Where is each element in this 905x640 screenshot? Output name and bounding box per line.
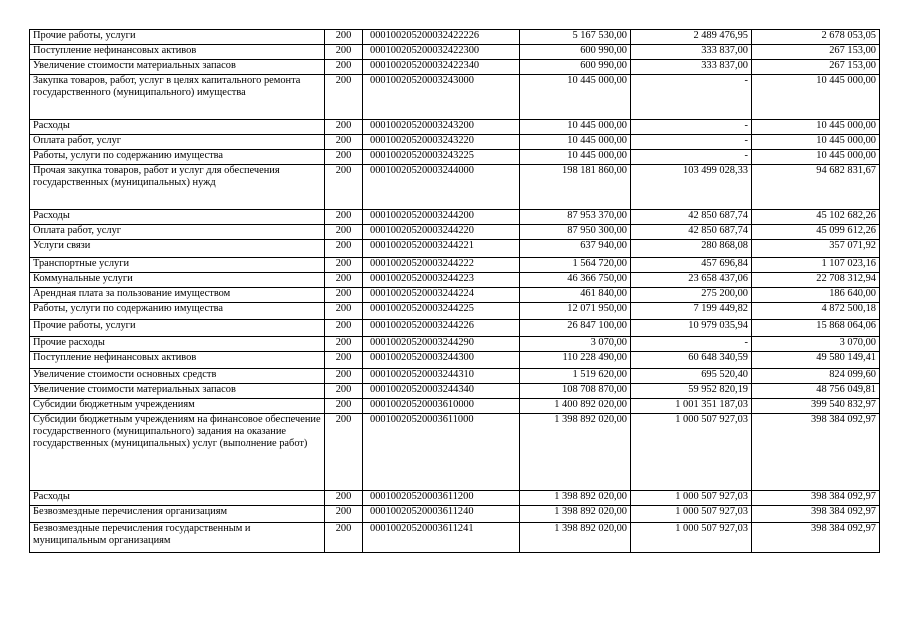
cell-kbk: 00010020520003611241 (363, 523, 520, 553)
cell-unexecuted: 10 445 000,00 (752, 150, 880, 165)
cell-kbk: 00010020520003244223 (363, 273, 520, 288)
cell-unexecuted: 267 153,00 (752, 45, 880, 60)
cell-unexecuted: 48 756 049,81 (752, 384, 880, 399)
cell-kbk: 00010020520003244226 (363, 320, 520, 337)
cell-approved: 10 445 000,00 (520, 75, 631, 120)
cell-name: Безвозмездные перечисления государственным и муниципальным организациям (30, 523, 325, 553)
table-row (30, 491, 880, 506)
cell-executed: 333 837,00 (631, 60, 752, 75)
cell-executed: 42 850 687,74 (631, 225, 752, 240)
cell-executed: 695 520,40 (631, 369, 752, 384)
cell-unexecuted: 399 540 832,97 (752, 399, 880, 414)
table-row (30, 225, 880, 240)
cell-name: Работы, услуги по содержанию имущества (30, 303, 325, 320)
cell-unexecuted: 10 445 000,00 (752, 120, 880, 135)
cell-approved: 26 847 100,00 (520, 320, 631, 337)
table-row (30, 45, 880, 60)
cell-executed: 280 868,08 (631, 240, 752, 258)
cell-unexecuted: 2 678 053,05 (752, 30, 880, 45)
table-row (30, 150, 880, 165)
table-row (30, 30, 880, 45)
cell-name: Транспортные услуги (30, 258, 325, 273)
table-row (30, 120, 880, 135)
table-row (30, 399, 880, 414)
cell-line-code: 200 (325, 210, 363, 225)
cell-approved: 3 070,00 (520, 337, 631, 352)
cell-kbk: 000100205200032422340 (363, 60, 520, 75)
cell-unexecuted: 1 107 023,16 (752, 258, 880, 273)
cell-name: Закупка товаров, работ, услуг в целях капитального ремонта государственного (муниципального) имущества (30, 75, 325, 120)
cell-executed: 457 696,84 (631, 258, 752, 273)
cell-name: Прочая закупка товаров, работ и услуг для обеспечения государственных (муниципальных) нужд (30, 165, 325, 210)
cell-name: Прочие работы, услуги (30, 30, 325, 45)
cell-unexecuted: 15 868 064,06 (752, 320, 880, 337)
table-row (30, 369, 880, 384)
cell-line-code: 200 (325, 45, 363, 60)
cell-executed: - (631, 150, 752, 165)
cell-unexecuted: 824 099,60 (752, 369, 880, 384)
cell-kbk: 00010020520003244200 (363, 210, 520, 225)
cell-line-code: 200 (325, 303, 363, 320)
cell-executed: - (631, 337, 752, 352)
cell-line-code: 200 (325, 258, 363, 273)
cell-name: Увеличение стоимости материальных запасов (30, 60, 325, 75)
cell-unexecuted: 3 070,00 (752, 337, 880, 352)
cell-unexecuted: 4 872 500,18 (752, 303, 880, 320)
cell-line-code: 200 (325, 240, 363, 258)
cell-unexecuted: 10 445 000,00 (752, 135, 880, 150)
cell-name: Поступление нефинансовых активов (30, 352, 325, 369)
cell-line-code: 200 (325, 414, 363, 491)
cell-name: Субсидии бюджетным учреждениям на финансовое обеспечение государственного (муниципального) задания на оказание государственных (муниципальных) услуг (выполнение работ) (30, 414, 325, 491)
cell-kbk: 00010020520003244221 (363, 240, 520, 258)
table-row (30, 288, 880, 303)
cell-approved: 461 840,00 (520, 288, 631, 303)
cell-executed: - (631, 75, 752, 120)
cell-approved: 87 953 370,00 (520, 210, 631, 225)
cell-line-code: 200 (325, 30, 363, 45)
table-row (30, 506, 880, 523)
table-row (30, 258, 880, 273)
table-row (30, 273, 880, 288)
table-row (30, 414, 880, 491)
cell-kbk: 00010020520003610000 (363, 399, 520, 414)
cell-line-code: 200 (325, 384, 363, 399)
cell-unexecuted: 45 102 682,26 (752, 210, 880, 225)
cell-name: Работы, услуги по содержанию имущества (30, 150, 325, 165)
cell-unexecuted: 398 384 092,97 (752, 523, 880, 553)
cell-line-code: 200 (325, 273, 363, 288)
cell-name: Расходы (30, 120, 325, 135)
cell-approved: 5 167 530,00 (520, 30, 631, 45)
cell-kbk: 00010020520003243225 (363, 150, 520, 165)
cell-unexecuted: 186 640,00 (752, 288, 880, 303)
cell-kbk: 00010020520003243220 (363, 135, 520, 150)
cell-name: Арендная плата за пользование имуществом (30, 288, 325, 303)
cell-unexecuted: 398 384 092,97 (752, 414, 880, 491)
cell-kbk: 00010020520003243200 (363, 120, 520, 135)
cell-approved: 10 445 000,00 (520, 150, 631, 165)
cell-name: Поступление нефинансовых активов (30, 45, 325, 60)
cell-line-code: 200 (325, 288, 363, 303)
cell-executed: 1 000 507 927,03 (631, 523, 752, 553)
cell-unexecuted: 49 580 149,41 (752, 352, 880, 369)
cell-approved: 1 564 720,00 (520, 258, 631, 273)
cell-executed: 42 850 687,74 (631, 210, 752, 225)
cell-name: Увеличение стоимости основных средств (30, 369, 325, 384)
cell-executed: 275 200,00 (631, 288, 752, 303)
table-row (30, 384, 880, 399)
cell-line-code: 200 (325, 399, 363, 414)
table-row (30, 165, 880, 210)
cell-line-code: 200 (325, 150, 363, 165)
cell-line-code: 200 (325, 491, 363, 506)
cell-approved: 10 445 000,00 (520, 120, 631, 135)
cell-line-code: 200 (325, 523, 363, 553)
cell-executed: 2 489 476,95 (631, 30, 752, 45)
cell-approved: 1 398 892 020,00 (520, 491, 631, 506)
cell-kbk: 00010020520003244224 (363, 288, 520, 303)
cell-name: Услуги связи (30, 240, 325, 258)
cell-unexecuted: 94 682 831,67 (752, 165, 880, 210)
cell-kbk: 00010020520003244340 (363, 384, 520, 399)
cell-line-code: 200 (325, 225, 363, 240)
cell-approved: 110 228 490,00 (520, 352, 631, 369)
cell-name: Прочие расходы (30, 337, 325, 352)
cell-unexecuted: 10 445 000,00 (752, 75, 880, 120)
cell-name: Расходы (30, 210, 325, 225)
cell-kbk: 00010020520003611200 (363, 491, 520, 506)
cell-name: Расходы (30, 491, 325, 506)
cell-approved: 1 398 892 020,00 (520, 523, 631, 553)
cell-line-code: 200 (325, 352, 363, 369)
table-row (30, 75, 880, 120)
cell-approved: 1 398 892 020,00 (520, 506, 631, 523)
cell-kbk: 00010020520003243000 (363, 75, 520, 120)
cell-approved: 12 071 950,00 (520, 303, 631, 320)
cell-kbk: 00010020520003611000 (363, 414, 520, 491)
table-row (30, 320, 880, 337)
cell-line-code: 200 (325, 60, 363, 75)
cell-approved: 1 400 892 020,00 (520, 399, 631, 414)
cell-approved: 600 990,00 (520, 60, 631, 75)
cell-kbk: 00010020520003611240 (363, 506, 520, 523)
cell-line-code: 200 (325, 369, 363, 384)
table-row (30, 210, 880, 225)
cell-name: Оплата работ, услуг (30, 135, 325, 150)
table-row (30, 135, 880, 150)
cell-approved: 1 519 620,00 (520, 369, 631, 384)
cell-executed: - (631, 135, 752, 150)
cell-name: Оплата работ, услуг (30, 225, 325, 240)
cell-approved: 198 181 860,00 (520, 165, 631, 210)
cell-line-code: 200 (325, 120, 363, 135)
cell-executed: 1 001 351 187,03 (631, 399, 752, 414)
cell-unexecuted: 398 384 092,97 (752, 491, 880, 506)
cell-approved: 46 366 750,00 (520, 273, 631, 288)
table-row (30, 523, 880, 553)
cell-executed: 1 000 507 927,03 (631, 506, 752, 523)
cell-kbk: 00010020520003244300 (363, 352, 520, 369)
cell-name: Прочие работы, услуги (30, 320, 325, 337)
cell-executed: 1 000 507 927,03 (631, 491, 752, 506)
table-row (30, 352, 880, 369)
cell-line-code: 200 (325, 135, 363, 150)
cell-approved: 10 445 000,00 (520, 135, 631, 150)
cell-kbk: 00010020520003244290 (363, 337, 520, 352)
cell-line-code: 200 (325, 165, 363, 210)
cell-kbk: 00010020520003244220 (363, 225, 520, 240)
cell-approved: 1 398 892 020,00 (520, 414, 631, 491)
cell-unexecuted: 22 708 312,94 (752, 273, 880, 288)
cell-kbk: 000100205200032422300 (363, 45, 520, 60)
cell-name: Безвозмездные перечисления организациям (30, 506, 325, 523)
cell-name: Увеличение стоимости материальных запасов (30, 384, 325, 399)
cell-unexecuted: 267 153,00 (752, 60, 880, 75)
cell-unexecuted: 45 099 612,26 (752, 225, 880, 240)
cell-executed: - (631, 120, 752, 135)
cell-unexecuted: 398 384 092,97 (752, 506, 880, 523)
cell-executed: 59 952 820,19 (631, 384, 752, 399)
table-row (30, 303, 880, 320)
cell-approved: 108 708 870,00 (520, 384, 631, 399)
cell-line-code: 200 (325, 337, 363, 352)
cell-executed: 333 837,00 (631, 45, 752, 60)
cell-name: Коммунальные услуги (30, 273, 325, 288)
cell-line-code: 200 (325, 506, 363, 523)
table-body (30, 30, 880, 553)
cell-executed: 60 648 340,59 (631, 352, 752, 369)
cell-executed: 1 000 507 927,03 (631, 414, 752, 491)
table-row (30, 60, 880, 75)
cell-kbk: 00010020520003244310 (363, 369, 520, 384)
cell-kbk: 000100205200032422226 (363, 30, 520, 45)
cell-approved: 637 940,00 (520, 240, 631, 258)
cell-approved: 87 950 300,00 (520, 225, 631, 240)
cell-approved: 600 990,00 (520, 45, 631, 60)
cell-executed: 103 499 028,33 (631, 165, 752, 210)
table-row (30, 240, 880, 258)
cell-kbk: 00010020520003244225 (363, 303, 520, 320)
cell-line-code: 200 (325, 320, 363, 337)
cell-executed: 23 658 437,06 (631, 273, 752, 288)
table-row (30, 337, 880, 352)
cell-unexecuted: 357 071,92 (752, 240, 880, 258)
cell-kbk: 00010020520003244222 (363, 258, 520, 273)
cell-executed: 10 979 035,94 (631, 320, 752, 337)
cell-kbk: 00010020520003244000 (363, 165, 520, 210)
cell-name: Субсидии бюджетным учреждениям (30, 399, 325, 414)
cell-line-code: 200 (325, 75, 363, 120)
budget-execution-table (29, 29, 880, 553)
cell-executed: 7 199 449,82 (631, 303, 752, 320)
